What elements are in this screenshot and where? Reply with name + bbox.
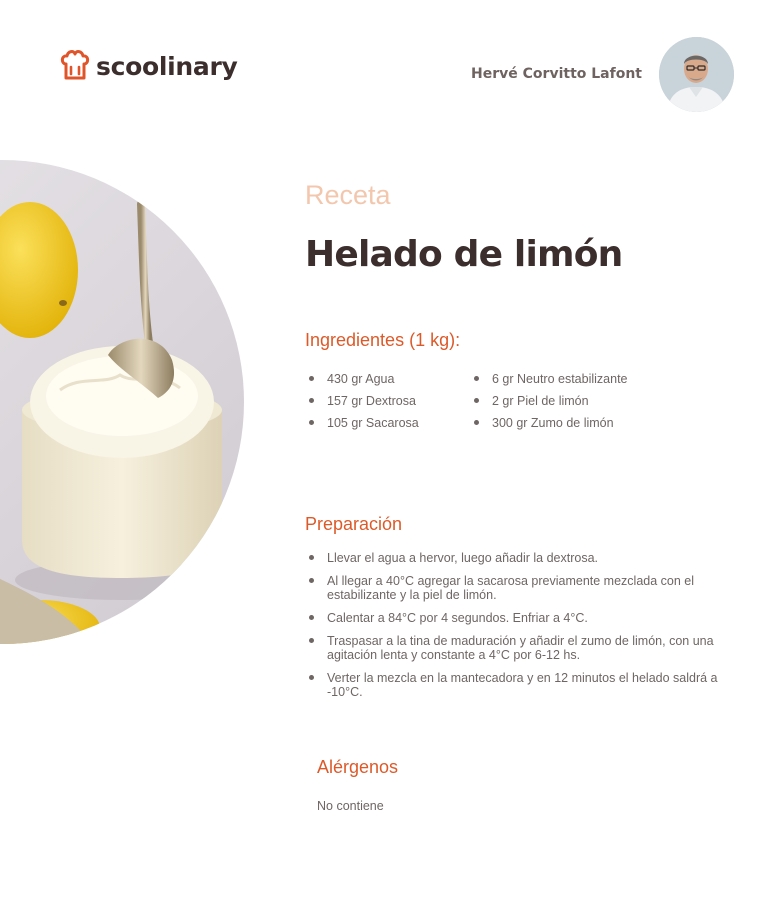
ingredient-item: 6 gr Neutro estabilizante xyxy=(470,372,628,386)
ingredients-heading: Ingredientes (1 kg): xyxy=(305,330,461,350)
preparation-step: Calentar a 84°C por 4 segundos. Enfriar a 4°C. xyxy=(305,611,725,625)
preparation-step: Llevar el agua a hervor, luego añadir la dextrosa. xyxy=(305,551,725,565)
preparation-heading: Preparación xyxy=(305,514,403,534)
ingredient-item: 430 gr Agua xyxy=(305,372,419,386)
preparation-step: Traspasar a la tina de maduración y añadir el zumo de limón, con una agitación lenta y constante a 4°C por 6-12 hs. xyxy=(305,634,725,662)
chef-portrait xyxy=(659,37,734,112)
ingredient-item: 105 gr Sacarosa xyxy=(305,416,419,430)
chef-avatar xyxy=(659,37,734,112)
lemon-ice-cream-photo xyxy=(0,160,244,644)
brand-logo[interactable] xyxy=(60,50,237,82)
recipe-title: Helado de limón xyxy=(305,234,623,275)
ingredients-list-col1 xyxy=(305,372,419,438)
recipe-photo xyxy=(0,160,244,644)
ingredients-list-col2 xyxy=(470,372,628,438)
preparation-step: Al llegar a 40°C agregar la sacarosa previamente mezclada con el estabilizante y la piel de limón. xyxy=(305,574,725,602)
ingredient-item: 300 gr Zumo de limón xyxy=(470,416,628,430)
allergens-text: No contiene xyxy=(317,799,384,813)
chef-name: Hervé Corvitto Lafont xyxy=(471,66,642,82)
preparation-steps xyxy=(305,551,725,708)
chef-hat-icon xyxy=(60,50,90,82)
brand-name: scoolinary xyxy=(96,51,238,81)
ingredient-item: 157 gr Dextrosa xyxy=(305,394,419,408)
ingredient-item: 2 gr Piel de limón xyxy=(470,394,628,408)
preparation-step: Verter la mezcla en la mantecadora y en 12 minutos el helado saldrá a -10°C. xyxy=(305,671,725,699)
allergens-heading: Alérgenos xyxy=(317,757,399,777)
recipe-kicker: Receta xyxy=(305,180,391,210)
